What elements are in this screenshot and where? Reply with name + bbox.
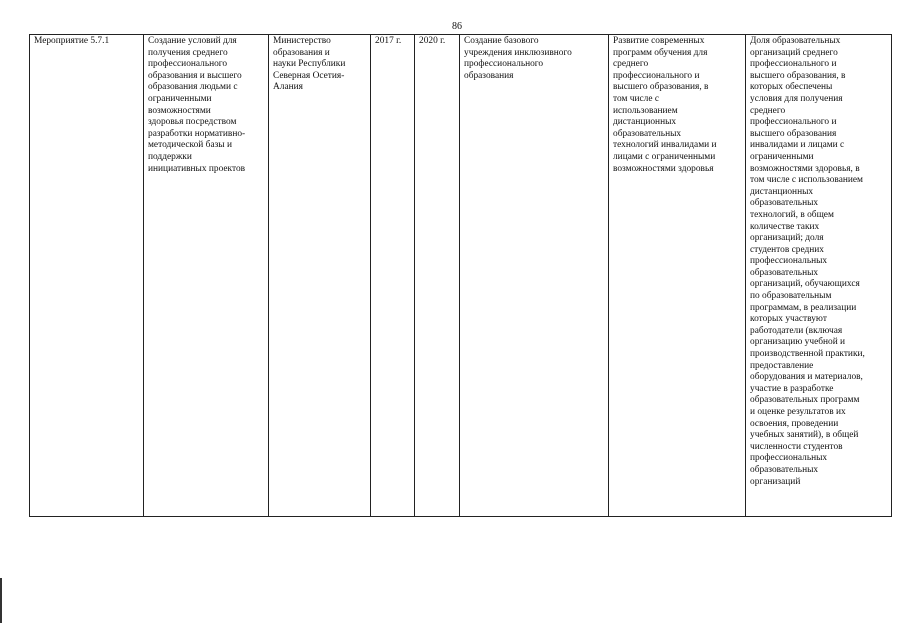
end-year-cell: 2020 г.: [415, 35, 460, 517]
expected-result-cell: Создание базового учреждения инклюзивного профессионального образования: [460, 35, 609, 517]
measure-cell: Мероприятие 5.7.1: [30, 35, 144, 517]
executor-cell: Министерство образования и науки Республики Северная Осетия- Алания: [269, 35, 371, 517]
measure-name-cell: Создание условий для получения среднего профессионального образования и высшего образования людьми с ограниченными возможностями здоровья посредством разработки нормативно- методической базы и поддержки инициативных проектов: [144, 35, 269, 517]
page-number: 86: [452, 21, 462, 32]
indicator-cell: Доля образовательных организаций среднего профессионального и высшего образования, в которых обеспечены условия для получения среднего профессионального и высшего образования инвалидами и лицами с ограниченными возможностями здоровья, в том числе с использованием дистанционных образовательных технологий, в общем количестве таких организаций; доля студентов средних профессиональных образовательных организаций, обучающихся по образовательным программам, в реализации которых участвуют работодатели (включая организацию учебной и производственной практики, предоставление оборудования и материалов, участие в разработке образовательных программ и оценке результатов их освоения, проведении учебных занятий), в общей численности студентов профессиональных образовательных организаций: [746, 35, 892, 517]
scan-edge-mark: [0, 578, 2, 623]
start-year-cell: 2017 г.: [371, 35, 415, 517]
table-row: [30, 35, 892, 517]
program-table: [29, 34, 892, 517]
main-direction-cell: Развитие современных программ обучения для среднего профессионального и высшего образования, в том числе с использованием дистанционных образовательных технологий инвалидами и лицами с ограниченными возможностями здоровья: [609, 35, 746, 517]
